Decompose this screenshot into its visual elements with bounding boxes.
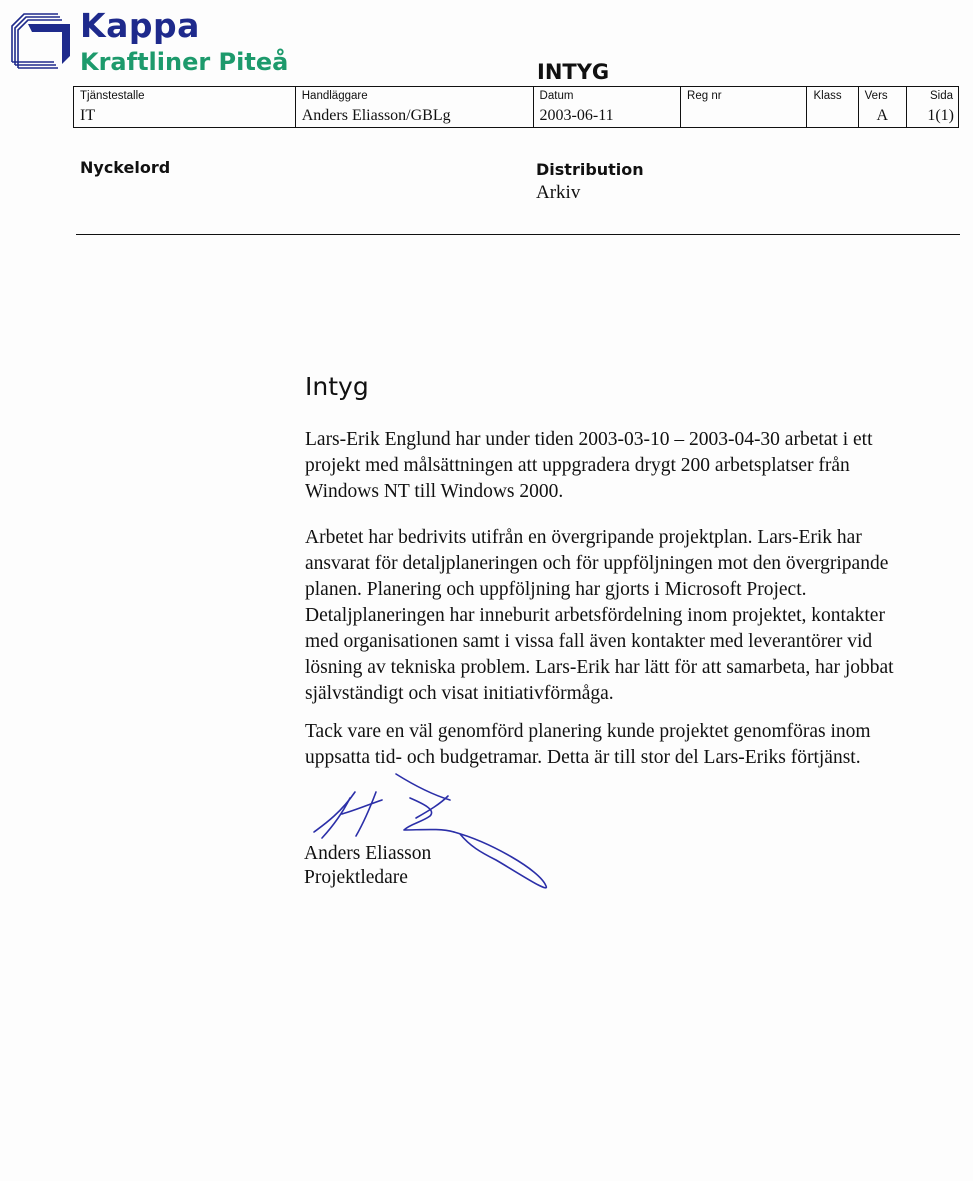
klass-label: Klass (813, 90, 842, 102)
paragraph-line: Lars-Erik Englund har under tiden 2003-03-10 – 2003-04-30 arbetat i ett (305, 429, 873, 450)
keywords-label: Nyckelord (80, 158, 171, 177)
brand-subtitle: Kraftliner Piteå (80, 48, 289, 76)
cell-klass (807, 87, 858, 128)
reg-nr-label: Reg nr (687, 90, 722, 102)
cell-vers (858, 87, 906, 128)
cell-datum (533, 87, 681, 128)
datum-label: Datum (539, 90, 574, 102)
body-heading: Intyg (305, 372, 369, 401)
metadata-table (73, 86, 959, 128)
paragraph-line: projekt med målsättningen att uppgradera drygt 200 arbetsplatser från (305, 455, 850, 476)
tjanstestalle-value: IT (80, 107, 96, 124)
paragraph-line: Detaljplaneringen har inneburit arbetsfördelning inom projektet, kontakter (305, 605, 885, 626)
handlaggare-value: Anders Eliasson/GBLg (301, 107, 451, 124)
sida-value: 1(1) (927, 107, 954, 124)
paragraph-line: självständigt och visat initiativförmåga. (305, 683, 614, 704)
distribution-value: Arkiv (536, 182, 581, 203)
paragraph-line: uppsatta tid- och budgetramar. Detta är till stor del Lars-Eriks förtjänst. (305, 747, 861, 768)
paragraph-line: Tack vare en väl genomförd planering kunde projektet genomföras inom (305, 721, 871, 742)
paragraph-line: Arbetet har bedrivits utifrån en övergripande projektplan. Lars-Erik har (305, 527, 862, 548)
signer-title: Projektledare (304, 867, 408, 888)
tjanstestalle-label: Tjänstestalle (80, 90, 145, 102)
paragraph-1 (305, 427, 955, 505)
paragraph-line: planen. Planering och uppföljning har gjorts i Microsoft Project. (305, 579, 807, 600)
cell-tjanstestalle (74, 87, 296, 128)
paragraph-line: Windows NT till Windows 2000. (305, 481, 564, 502)
kappa-logo-icon (10, 12, 76, 70)
brand-name: Kappa (80, 6, 200, 45)
cell-sida (906, 87, 958, 128)
cell-reg-nr (681, 87, 807, 128)
datum-value: 2003-06-11 (539, 107, 614, 124)
handlaggare-label: Handläggare (301, 90, 368, 102)
paragraph-line: ansvarat för detaljplaneringen och för uppföljningen mot den övergripande (305, 553, 889, 574)
distribution-label: Distribution (536, 160, 644, 179)
vers-label: Vers (864, 90, 888, 102)
signer-name: Anders Eliasson (304, 843, 432, 864)
header-divider (76, 234, 960, 235)
sida-label: Sida (929, 90, 953, 102)
paragraph-2 (305, 525, 955, 707)
vers-value: A (876, 107, 888, 124)
document-type: INTYG (537, 60, 610, 84)
paragraph-line: med organisationen samt i vissa fall även kontakter med leverantörer vid (305, 631, 873, 652)
paragraph-line: lösning av tekniska problem. Lars-Erik har lätt för att samarbeta, har jobbat (305, 657, 894, 678)
paragraph-3 (305, 719, 955, 771)
cell-handlaggare (295, 87, 533, 128)
